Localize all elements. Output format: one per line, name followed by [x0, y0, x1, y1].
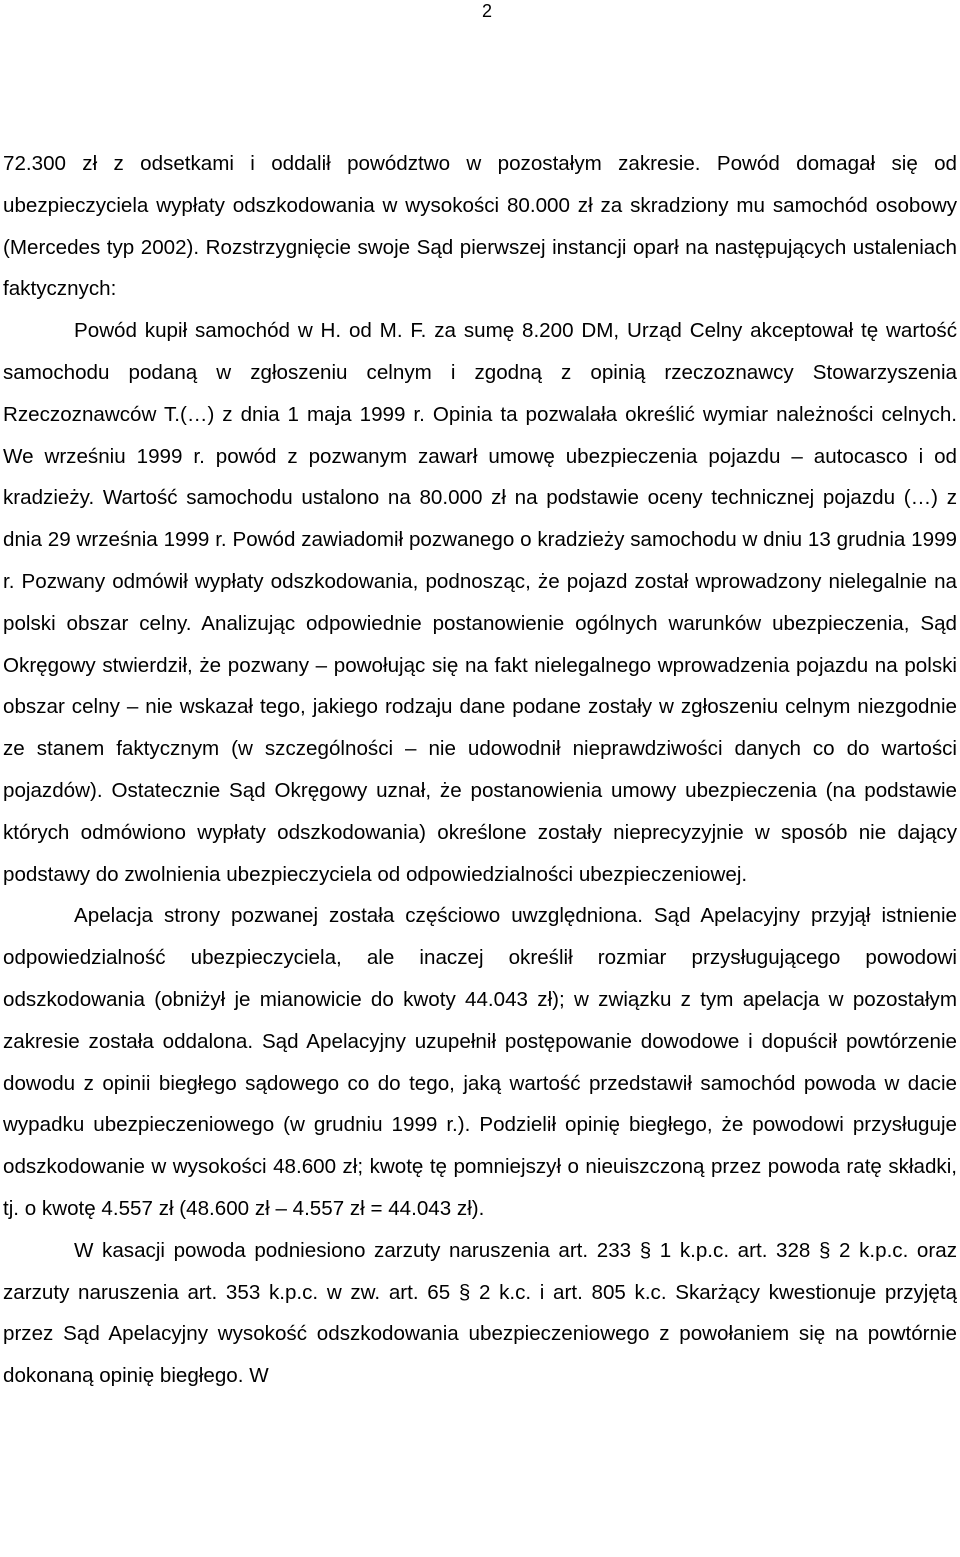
- page-number: 2: [481, 1, 492, 21]
- paragraph-4: W kasacji powoda podniesiono zarzuty naruszenia art. 233 § 1 k.p.c. art. 328 § 2 k.p.c. oraz zarzuty naruszenia art. 353 k.p.c. w zw. art. 65 § 2 k.c. i art. 805 k.c. Skarżący kwestionuje przyjętą przez Sąd Apelacyjny wysokość odszkodowania ubezpieczeniowego z powołaniem się na powtórnie dokonaną opinię biegłego. W: [3, 1238, 957, 1388]
- paragraph-2: Powód kupił samochód w H. od M. F. za sumę 8.200 DM, Urząd Celny akceptował tę wartość samochodu podaną w zgłoszeniu celnym i zgodną z opinią rzeczoznawcy Stowarzyszenia Rzeczoznawców T.(…) z dnia 1 maja 1999 r. Opinia ta pozwalała określić wymiar należności celnych. We wrześniu 1999 r. powód z pozwanym zawarł umowę ubezpieczenia pojazdu – autocasco i od kradzieży. Wartość samochodu ustalono na 80.000 zł na podstawie oceny technicznej pojazdu (…) z dnia 29 września 1999 r. Powód zawiadomił pozwanego o kradzieży samochodu w dniu 13 grudnia 1999 r. Pozwany odmówił wypłaty odszkodowania, podnosząc, że pojazd został wprowadzony nielegalnie na polski obszar celny. Analizując odpowiednie postanowienie ogólnych warunków ubezpieczenia, Sąd Okręgowy stwierdził, że pozwany – powołując się na fakt nielegalnego wprowadzenia pojazdu na polski obszar celny – nie wskazał tego, jakiego rodzaju dane podane zostały w zgłoszeniu celnym niezgodnie ze stanem faktycznym (w szczególności – nie udowodnił nieprawdziwości danych co do wartości pojazdów). Ostatecznie Sąd Okręgowy uznał, że postanowienia umowy ubezpieczenia (na podstawie których odmówiono wypłaty odszkodowania) określone zostały nieprecyzyjnie w sposób nie dający podstawy do zwolnienia ubezpieczyciela od odpowiedzialności ubezpieczeniowej.: [3, 319, 957, 886]
- paragraph-3: Apelacja strony pozwanej została częściowo uwzględniona. Sąd Apelacyjny przyjął istnienie odpowiedzialność ubezpieczyciela, ale inaczej określił rozmiar przysługującego powodowi odszkodowania (obniżył je mianowicie do kwoty 44.043 zł); w związku z tym apelacja w pozostałym zakresie została oddalona. Sąd Apelacyjny uzupełnił postępowanie dowodowe i dopuścił powtórzenie dowodu z opinii biegłego sądowego co do tego, jaką wartość przedstawił samochód powoda w dacie wypadku ubezpieczeniowego (w grudniu 1999 r.). Podzielił opinię biegłego, że powodowi przysługuje odszkodowanie w wysokości 48.600 zł; kwotę tę pomniejszył o nieuiszczoną przez powoda ratę składki, tj. o kwotę 4.557 zł (48.600 zł – 4.557 zł = 44.043 zł).: [3, 904, 957, 1220]
- document-body: [3, 143, 957, 1397]
- paragraph-1: 72.300 zł z odsetkami i oddalił powództwo w pozostałym zakresie. Powód domagał się od ubezpieczyciela wypłaty odszkodowania w wysokości 80.000 zł za skradziony mu samochód osobowy (Mercedes typ 2002). Rozstrzygnięcie swoje Sąd pierwszej instancji oparł na następujących ustaleniach faktycznych:: [3, 152, 957, 301]
